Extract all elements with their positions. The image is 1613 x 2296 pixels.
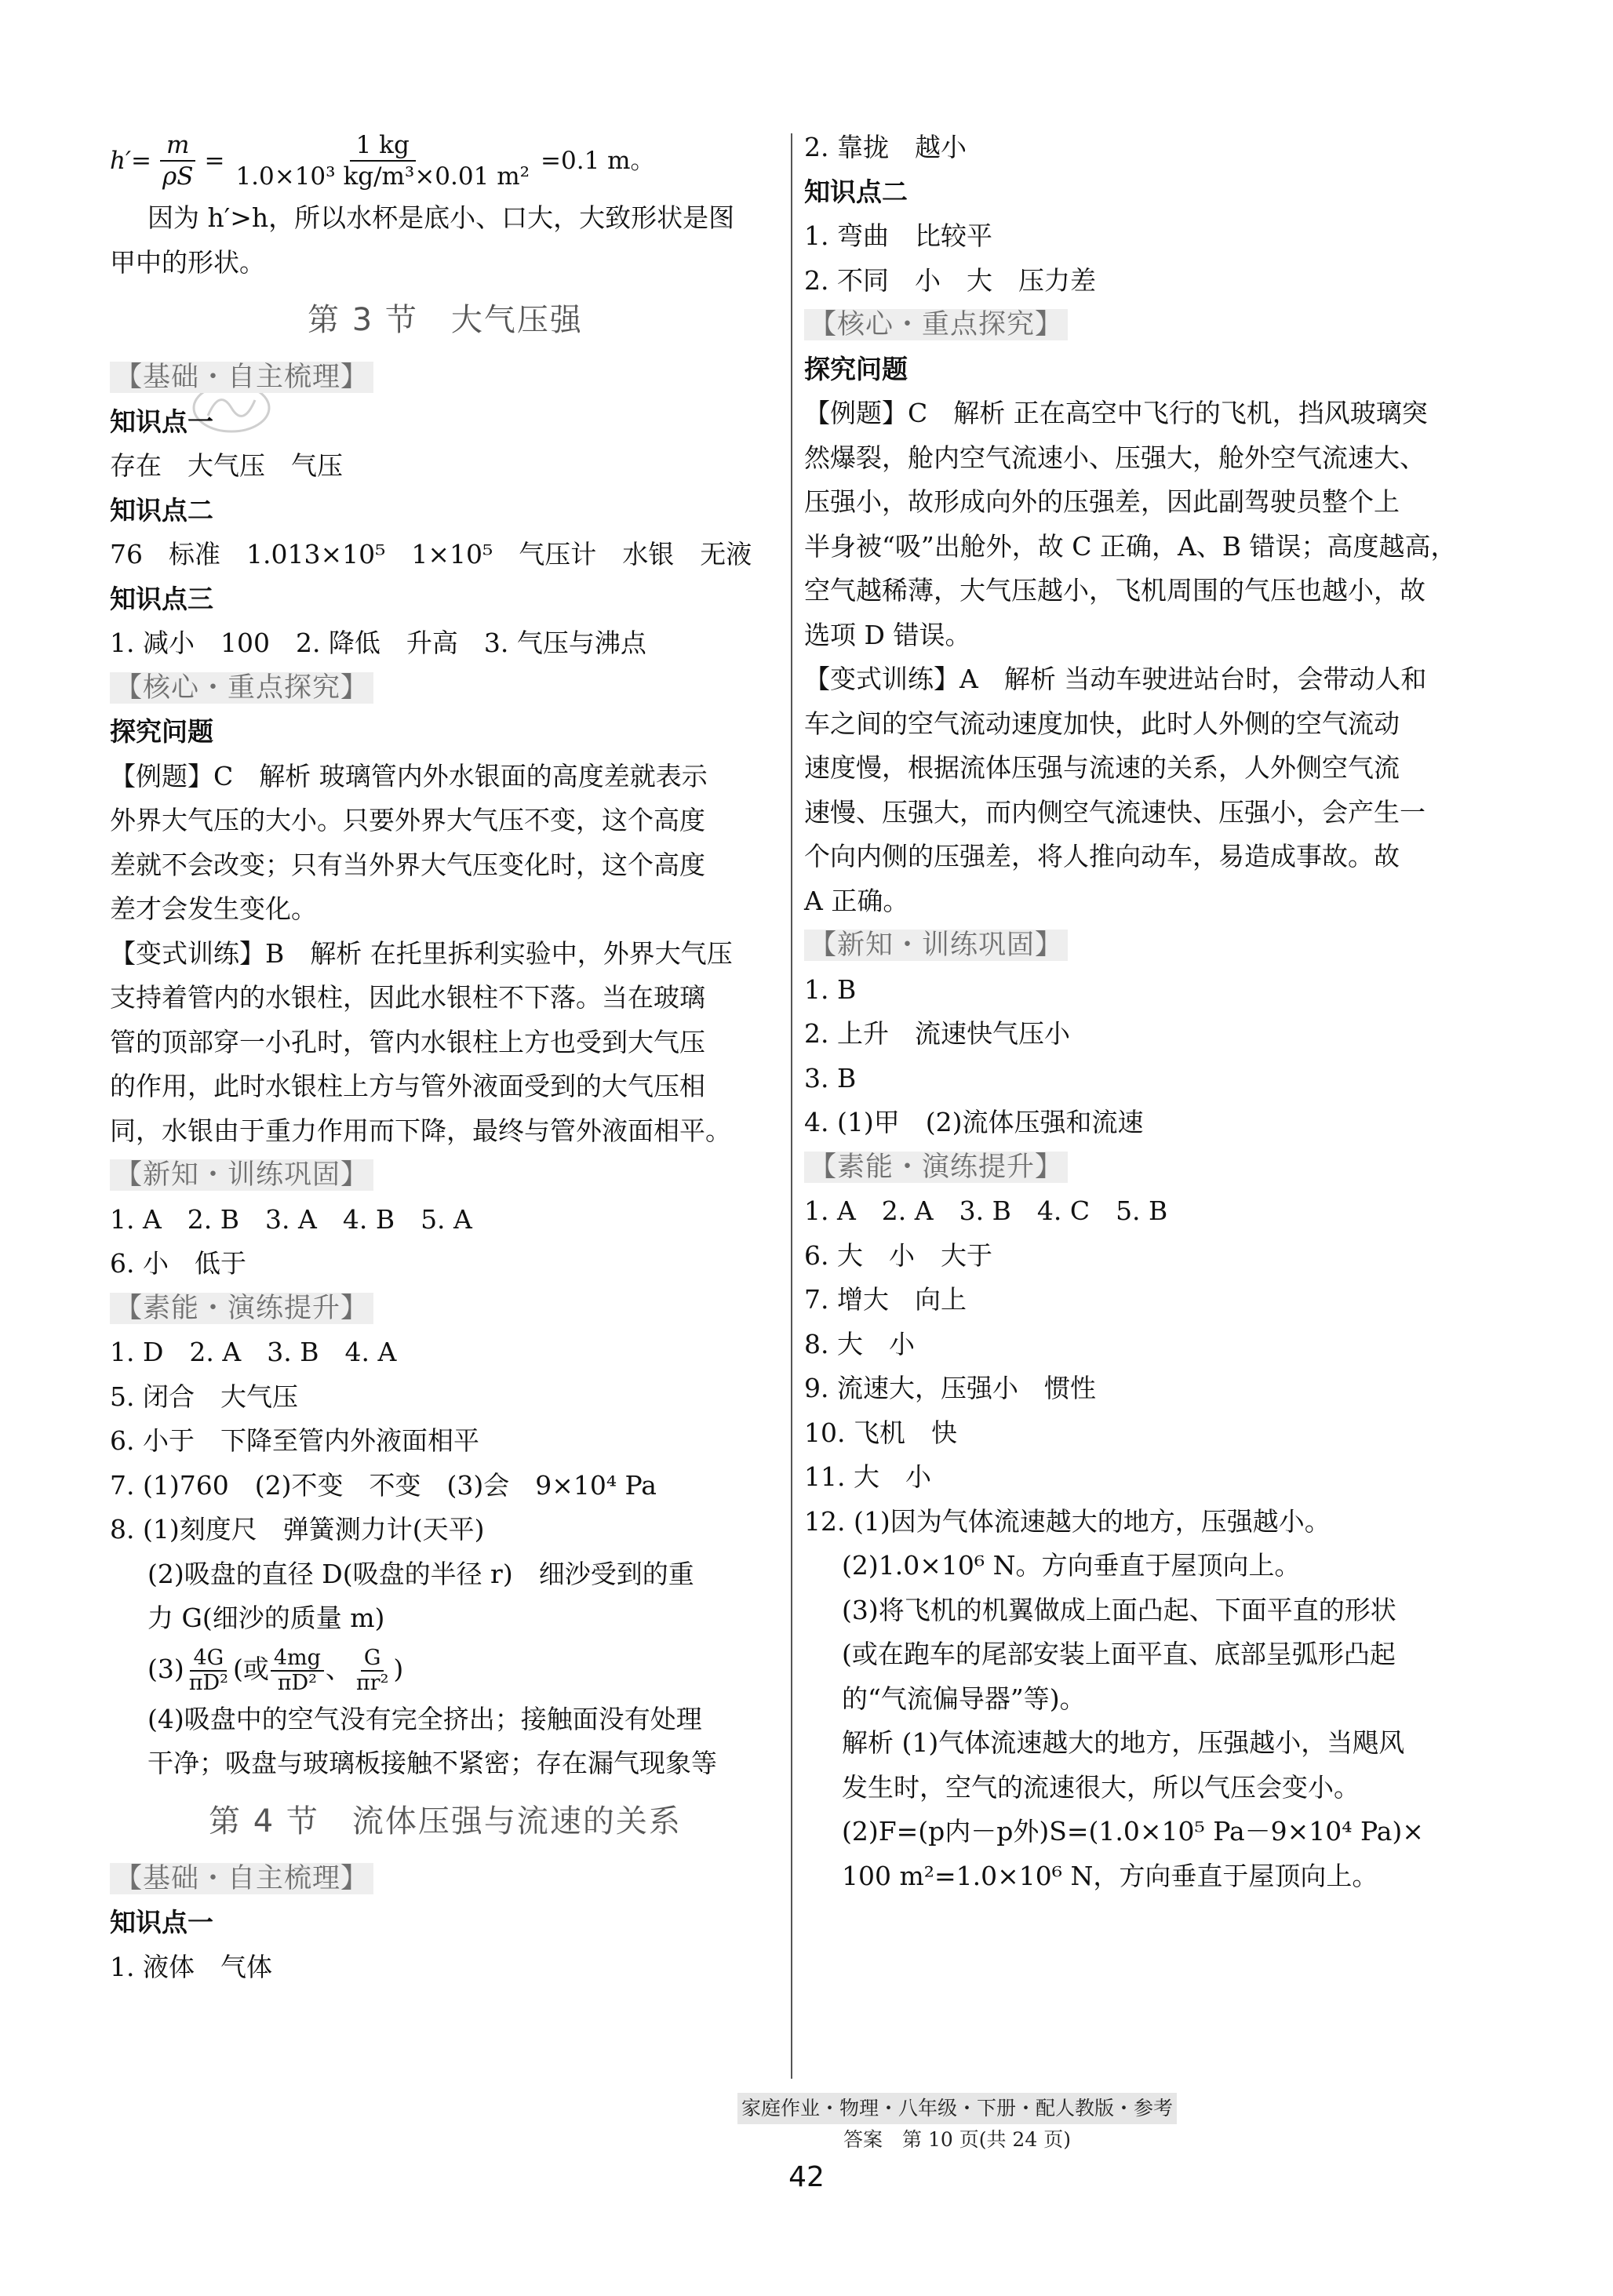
tag-core-label: 【核心・重点探究】 <box>110 672 373 704</box>
variant-line: A 正确。 <box>804 885 909 916</box>
analysis-line: 发生时，空气的流速很大，所以气压会变小。 <box>842 1771 1360 1803</box>
section-4-title: 第 4 节 流体压强与流速的关系 <box>209 1803 682 1839</box>
variant-line: 车之间的空气流动速度加快，此时人外侧的空气流动 <box>804 708 1400 739</box>
variant-line: 速慢、压强大，而内侧空气流速快、压强小，会产生一 <box>804 796 1425 828</box>
formula-8-3-fraction-2 <box>271 1646 324 1695</box>
knowledge-point-heading: 知识点一 <box>110 1907 213 1938</box>
formula-fraction-2-numerator: 1 kg <box>350 130 416 162</box>
tag-basic <box>110 355 781 400</box>
answer-line: 2. 不同 小 大 压力差 <box>804 264 1096 296</box>
tag-new-label: 【新知・训练巩固】 <box>804 930 1068 961</box>
answer-line: 1. 液体 气体 <box>110 1951 272 1982</box>
knowledge-point-heading: 知识点一 <box>110 406 213 437</box>
tag-new <box>804 923 1479 968</box>
formula-lhs: h′= <box>110 147 151 175</box>
example-line: 压强小，故形成向外的压强差，因此副驾驶员整个上 <box>804 486 1400 517</box>
answer-line: (4)吸盘中的空气没有完全挤出；接触面没有处理 <box>147 1703 702 1734</box>
formula-h-prime <box>110 126 781 196</box>
answer-line: 7. 增大 向上 <box>804 1284 967 1315</box>
formula-8-3-or: (或 <box>232 1653 269 1684</box>
footer-bar: 家庭作业・物理・八年级・下册・配人教版・参考答案 第 10 页(共 24 页) <box>737 2093 1177 2124</box>
answer-line: 8. (1)刻度尺 弹簧测力计(天平) <box>110 1514 485 1545</box>
formula-8-3-close: ) <box>393 1653 404 1684</box>
tag-basic-2-label: 【基础・自主梳理】 <box>110 1863 373 1894</box>
fraction-denominator: πD² <box>188 1670 228 1695</box>
answer-line: 7. (1)760 (2)不变 不变 (3)会 9×10⁴ Pa <box>110 1469 657 1501</box>
answer-line: (或在跑车的尾部安装上面平直、底部呈弧形凸起 <box>842 1639 1396 1669</box>
fraction-numerator: 4mg <box>271 1646 324 1672</box>
example-line: 半身被“吸”出舱外，故 C 正确，A、B 错误；高度越高， <box>804 530 1457 562</box>
formula-fraction-1-numerator: m <box>160 130 195 162</box>
formula-8-3-fraction-3 <box>353 1646 391 1695</box>
paragraph-line: 甲中的形状。 <box>110 246 265 278</box>
formula-fraction-1 <box>156 130 199 191</box>
answer-line: 4. (1)甲 (2)流体压强和流速 <box>804 1107 1144 1137</box>
example-line: 然爆裂，舱内空气流速小、压强大，舱外空气流速大、 <box>804 442 1425 473</box>
explore-heading: 探究问题 <box>804 353 908 384</box>
fraction-numerator: 4G <box>190 1646 227 1672</box>
answer-line: 11. 大 小 <box>804 1461 931 1492</box>
formula-equals: = <box>204 147 225 175</box>
answer-line: 1. D 2. A 3. B 4. A <box>110 1337 397 1367</box>
answer-line: 6. 大 小 大于 <box>804 1239 992 1271</box>
answer-line: 76 标准 1.013×10⁵ 1×10⁵ 气压计 水银 无液 <box>110 539 752 569</box>
answer-line: 12. (1)因为气体流速越大的地方，压强越小。 <box>804 1505 1331 1537</box>
example-line: 空气越稀薄，大气压越小，飞机周围的气压也越小，故 <box>804 575 1425 606</box>
variant-line: 速度慢，根据流体压强与流速的关系，人外侧空气流 <box>804 752 1400 783</box>
answer-line: 1. B <box>804 973 857 1005</box>
tag-new <box>110 1153 781 1198</box>
fraction-denominator: πD² <box>277 1670 317 1695</box>
left-column <box>110 126 781 1989</box>
variant-line: 个向内侧的压强差，将人推向动车，易造成事故。故 <box>804 841 1400 871</box>
tag-new-label: 【新知・训练巩固】 <box>110 1159 373 1191</box>
answer-line: 9. 流速大，压强小 惯性 <box>804 1373 1096 1403</box>
answer-line: 存在 大气压 气压 <box>110 450 343 481</box>
section-3-title: 第 3 节 大气压强 <box>308 302 583 338</box>
answer-line: 1. A 2. A 3. B 4. C 5. B <box>804 1195 1168 1226</box>
example-line: 差就不会改变；只有当外界大气压变化时，这个高度 <box>110 849 705 880</box>
tag-skill <box>110 1286 781 1331</box>
answer-line: 5. 闭合 大气压 <box>110 1381 298 1412</box>
tag-core-label: 【核心・重点探究】 <box>804 309 1068 340</box>
explore-heading: 探究问题 <box>110 716 213 747</box>
answer-line: 3. B <box>804 1062 857 1093</box>
right-column <box>804 126 1479 1898</box>
answer-line: 的“气流偏导器”等)。 <box>842 1683 1086 1714</box>
tag-skill-label: 【素能・演练提升】 <box>804 1152 1068 1183</box>
analysis-line: (2)F=(p内－p外)S=(1.0×10⁵ Pa－9×10⁴ Pa)× <box>842 1816 1424 1847</box>
tag-basic-label: 【基础・自主梳理】 <box>110 362 373 393</box>
variant-line: 同，水银由于重力作用而下降，最终与管外液面相平。 <box>110 1115 731 1146</box>
answer-line: (3)将飞机的机翼做成上面凸起、下面平直的形状 <box>842 1594 1396 1625</box>
answer-line: 干净；吸盘与玻璃板接触不紧密；存在漏气现象等 <box>147 1748 717 1778</box>
analysis-line: 解析 (1)气体流速越大的地方，压强越小，当飓风 <box>842 1727 1405 1758</box>
variant-line: 管的顶部穿一小孔时，管内水银柱上方也受到大气压 <box>110 1026 705 1057</box>
formula-result: =0.1 m。 <box>541 147 655 175</box>
tag-basic-2 <box>110 1857 781 1901</box>
formula-8-3-fraction-1 <box>186 1646 231 1695</box>
formula-8-3-prefix: (3) <box>147 1653 184 1684</box>
knowledge-point-heading: 知识点三 <box>110 583 213 614</box>
answer-line: 6. 小 低于 <box>110 1248 246 1279</box>
answer-line: (2)1.0×10⁶ N。方向垂直于屋顶向上。 <box>842 1550 1301 1581</box>
example-line: 选项 D 错误。 <box>804 619 971 650</box>
tag-core <box>110 666 781 711</box>
answer-line: 1. A 2. B 3. A 4. B 5. A <box>110 1203 472 1235</box>
fraction-denominator: πr² <box>355 1670 389 1695</box>
knowledge-point-heading: 知识点二 <box>804 176 908 207</box>
variant-line: 支持着管内的水银柱，因此水银柱不下落。当在玻璃 <box>110 982 705 1013</box>
column-divider <box>791 133 792 2079</box>
answer-line: 2. 上升 流速快气压小 <box>804 1018 1070 1049</box>
tag-core <box>804 303 1479 347</box>
variant-line: 【变式训练】A 解析 当动车驶进站台时，会带动人和 <box>804 664 1427 694</box>
tag-skill <box>804 1145 1479 1190</box>
formula-fraction-1-denominator: ρS <box>162 162 194 191</box>
example-line: 差才会发生变化。 <box>110 893 317 924</box>
page-number: 42 <box>788 2161 825 2193</box>
answer-line: 1. 减小 100 2. 降低 升高 3. 气压与沸点 <box>110 628 646 658</box>
answer-line: 8. 大 小 <box>804 1328 915 1359</box>
knowledge-point-heading: 知识点二 <box>110 494 213 526</box>
example-line: 外界大气压的大小。只要外界大气压不变，这个高度 <box>110 805 705 835</box>
formula-8-3-separator: 、 <box>325 1653 351 1684</box>
answer-line: 6. 小于 下降至管内外液面相平 <box>110 1425 479 1456</box>
answer-line: 10. 飞机 快 <box>804 1417 957 1448</box>
fraction-numerator: G <box>361 1646 384 1672</box>
answer-line: 1. 弯曲 比较平 <box>804 220 992 251</box>
formula-fraction-2-denominator: 1.0×10³ kg/m³×0.01 m² <box>235 162 530 191</box>
formula-8-3 <box>110 1641 781 1697</box>
variant-line: 的作用，此时水银柱上方与管外液面受到的大气压相 <box>110 1071 705 1101</box>
answer-line: 2. 靠拢 越小 <box>804 132 967 162</box>
answer-line: 力 G(细沙的质量 m) <box>147 1603 385 1633</box>
tag-skill-label: 【素能・演练提升】 <box>110 1293 373 1324</box>
example-line: 【例题】C 解析 玻璃管内外水银面的高度差就表示 <box>110 760 708 791</box>
analysis-line: 100 m²=1.0×10⁶ N，方向垂直于屋顶向上。 <box>842 1860 1378 1891</box>
variant-line: 【变式训练】B 解析 在托里拆利实验中，外界大气压 <box>110 937 733 969</box>
formula-fraction-2 <box>229 130 536 191</box>
answer-line: (2)吸盘的直径 D(吸盘的半径 r) 细沙受到的重 <box>147 1558 694 1589</box>
paragraph-line: 因为 h′>h，所以水杯是底小、口大，大致形状是图 <box>147 202 735 233</box>
example-line: 【例题】C 解析 正在高空中飞行的飞机，挡风玻璃突 <box>804 398 1428 428</box>
